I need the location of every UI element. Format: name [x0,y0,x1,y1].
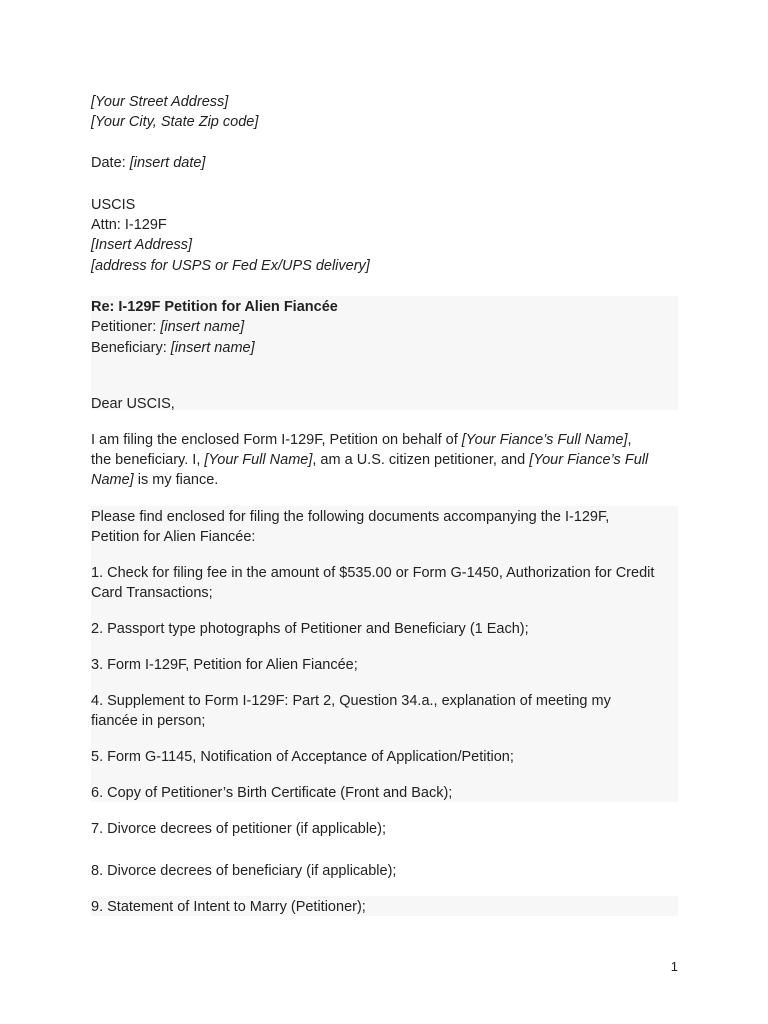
intro-text-3: the beneficiary. I, [91,452,205,468]
recipient-delivery: [address for USPS or Fed Ex/UPS delivery] [91,258,370,274]
beneficiary-label: Beneficiary: [91,340,171,356]
salutation: Dear USCIS, [91,396,175,412]
list-item-3: 3. Form I-129F, Petition for Alien Fiancée; [91,657,358,673]
fiance-name-placeholder-2b: Name] [91,472,134,488]
enclosed-intro-line-2: Petition for Alien Fiancée: [91,529,256,545]
recipient-attn: Attn: I-129F [91,217,167,233]
date-value: [insert date] [129,155,206,171]
page-number: 1 [670,959,678,974]
petitioner-value: [insert name] [160,319,245,335]
intro-line-2 [91,450,648,470]
list-item-6: 6. Copy of Petitioner’s Birth Certificate (Front and Back); [91,785,453,801]
list-item-5: 5. Form G-1145, Notification of Acceptance of Application/Petition; [91,749,514,765]
list-item-9: 9. Statement of Intent to Marry (Petitioner); [91,899,366,915]
re-beneficiary [91,338,255,358]
intro-line-3 [91,470,218,490]
re-subject: Re: I-129F Petition for Alien Fiancée [91,299,338,315]
list-item-8: 8. Divorce decrees of beneficiary (if applicable); [91,863,397,879]
list-item-1b: Card Transactions; [91,585,213,601]
date-line [91,153,205,173]
intro-line-1 [91,430,632,450]
sender-street: [Your Street Address] [91,94,229,110]
list-item-7: 7. Divorce decrees of petitioner (if applicable); [91,821,386,837]
list-item-2: 2. Passport type photographs of Petitioner and Beneficiary (1 Each); [91,621,529,637]
list-item-1a: 1. Check for filing fee in the amount of $535.00 or Form G-1450, Authorization for Credit [91,565,655,581]
your-name-placeholder: [Your Full Name] [204,452,313,468]
re-petitioner [91,317,244,337]
list-item-4b: fiancée in person; [91,713,206,729]
intro-text-4: , am a U.S. citizen petitioner, and [312,452,530,468]
sender-city: [Your City, State Zip code] [91,114,259,130]
fiance-name-placeholder-2a: [Your Fiance’s Full [529,452,649,468]
intro-text-2: , [627,432,632,448]
intro-text-1: I am filing the enclosed Form I-129F, Petition on behalf of [91,432,462,448]
petitioner-label: Petitioner: [91,319,161,335]
recipient-address: [Insert Address] [91,237,193,253]
intro-text-5: is my fiance. [133,472,219,488]
date-label: Date: [91,155,130,171]
enclosed-intro-line-1: Please find enclosed for filing the following documents accompanying the I-129F, [91,509,610,525]
fiance-name-placeholder: [Your Fiance’s Full Name] [461,432,628,448]
beneficiary-value: [insert name] [170,340,255,356]
list-item-4a: 4. Supplement to Form I-129F: Part 2, Question 34.a., explanation of meeting my [91,693,611,709]
recipient-org: USCIS [91,197,136,213]
